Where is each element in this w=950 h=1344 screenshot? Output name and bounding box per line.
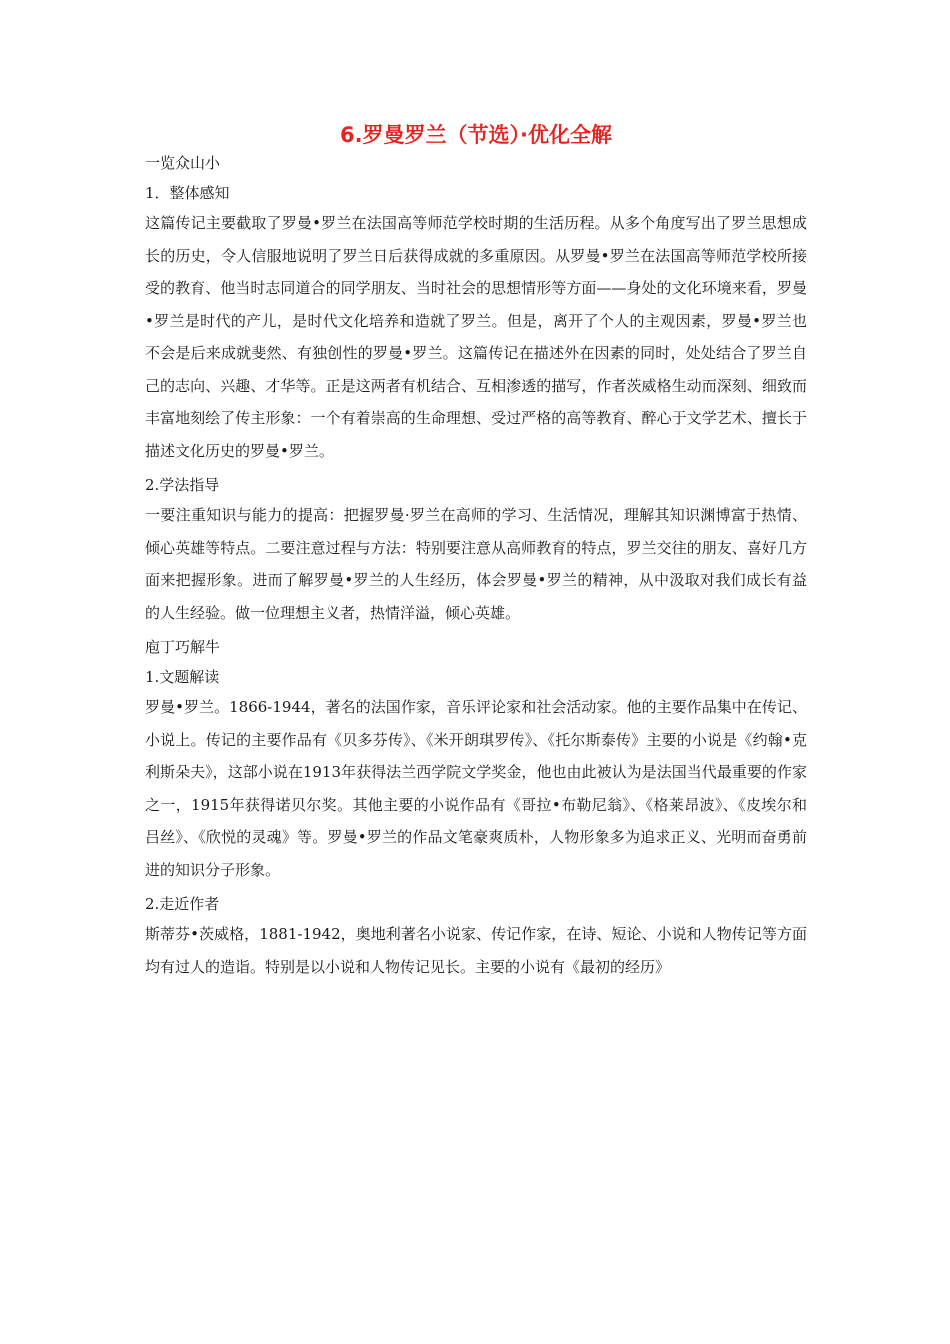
subheading-about-author: 2.走近作者 [145,895,220,913]
document-page [145,120,807,991]
paragraph-study-guide: 一要注重知识与能力的提高：把握罗曼·罗兰在高师的学习、生活情况，理解其知识渊博富于热情、倾心英雄等特点。二要注意过程与方法：特别要注意从高师教育的特点，罗兰交往的朋友、喜好几方面来把握形象。进而了解罗曼•罗兰的人生经历，体会罗曼•罗兰的精神，从中汲取对我们成长有益的人生经验。做一位理想主义者，热情洋溢，倾心英雄。 [145,506,807,622]
subheading-study-guide: 2.学法指导 [145,476,220,494]
document-title: 6.罗曼罗兰（节选）·优化全解 [339,123,613,147]
section-heading-analysis: 庖丁巧解牛 [145,638,221,656]
section-heading-overview: 一览众山小 [145,154,221,172]
subheading-overall-perception: 1．整体感知 [145,184,230,202]
paragraph-about-author: 斯蒂芬•茨威格，1881-1942，奥地利著名小说家、传记作家，在诗、短论、小说和人物传记等方面均有过人的造诣。特别是以小说和人物传记见长。主要的小说有《最初的经历》 [145,925,807,976]
subheading-title-interpretation: 1.文题解读 [145,668,220,686]
paragraph-overall-perception: 这篇传记主要截取了罗曼•罗兰在法国高等师范学校时期的生活历程。从多个角度写出了罗兰思想成长的历史，令人信服地说明了罗兰日后获得成就的多重原因。从罗曼•罗兰在法国高等师范学校所接受的教育、他当时志同道合的同学朋友、当时社会的思想情形等方面——身处的文化环境来看，罗曼•罗兰是时代的产儿，是时代文化培养和造就了罗兰。但是，离开了个人的主观因素，罗曼•罗兰也不会是后来成就斐然、有独创性的罗曼•罗兰。这篇传记在描述外在因素的同时，处处结合了罗兰自己的志向、兴趣、才华等。正是这两者有机结合、互相渗透的描写，作者茨威格生动而深刻、细致而丰富地刻绘了传主形象：一个有着崇高的生命理想、受过严格的高等教育、醉心于文学艺术、擅长于描述文化历史的罗曼•罗兰。 [145,214,807,460]
paragraph-title-interpretation: 罗曼•罗兰。1866-1944，著名的法国作家，音乐评论家和社会活动家。他的主要作品集中在传记、小说上。传记的主要作品有《贝多芬传》、《米开朗琪罗传》、《托尔斯泰传》主要的小说是《约翰•克利斯朵夫》，这部小说在1913年获得法兰西学院文学奖金，他也由此被认为是法国当代最重要的作家之一，1915年获得诺贝尔奖。其他主要的小说作品有《哥拉•布勒尼翁》、《格莱昂波》、《皮埃尔和吕丝》、《欣悦的灵魂》等。罗曼•罗兰的作品文笔豪爽质朴，人物形象多为追求正义、光明而奋勇前进的知识分子形象。 [145,698,807,879]
